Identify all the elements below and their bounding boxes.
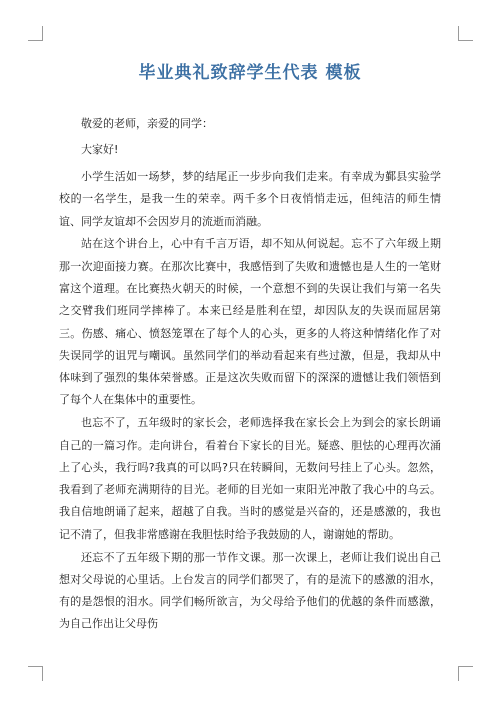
greeting: 大家好! — [81, 143, 119, 156]
document-body — [59, 60, 441, 636]
paragraph: 也忘不了，五年级时的家长会，老师选择我在家长会上为到会的家长朗诵自己的一篇习作。走向讲台，看着台下家长的目光。疑惑、胆怯的心理再次涌上了心头，我行吗?我真的可以吗?只在转瞬间，无数问号挂上了心头。忽然，我看到了老师充满期待的目光。老师的目光如一束阳光冲散了我心中的乌云。我自信地朗诵了起来，超越了自我。当时的感觉是兴奋的，还是感激的，我也记不清了，但我非常感谢在我胆怯时给予我鼓励的人，谢谢她的帮助。 — [59, 416, 441, 541]
page-corner-mark-top-right — [458, 26, 473, 41]
document-title: 毕业典礼致辞学生代表 模板 — [138, 63, 362, 83]
paragraph: 小学生活如一场梦，梦的结尾正一步步向我们走来。有幸成为鄞县实验学校的一名学生，是我一生的荣幸。两千多个日夜悄悄走远，但纯洁的师生情谊、同学友谊却不会因岁月的流逝而消融。 — [59, 170, 441, 228]
page-corner-mark-bottom-right — [458, 666, 473, 681]
page-corner-mark-top-left — [28, 26, 43, 41]
paragraph: 还忘不了五年级下期的那一节作文课。那一次课上，老师让我们说出自己想对父母说的心里话。上台发言的同学们都哭了，有的是流下的感激的泪水，有的是怨恨的泪水。同学们畅所欲言，为父母给予他们的优越的条件而感激，为自己作出让父母伤 — [59, 550, 441, 631]
paragraph: 站在这个讲台上，心中有千言万语，却不知从何说起。忘不了六年级上期那一次迎面接力赛。在那次比赛中，我感悟到了失败和遗憾也是人生的一笔财富这个道理。在比赛热火朝天的时候，一个意想不到的失误让我们与第一名失之交臂我们班同学摔棒了。本来已经是胜利在望，却因队友的失误而屈居第三。伤感、痛心、愤怒笼罩在了每个人的心头，更多的人将这种情绪化作了对失误同学的诅咒与嘲讽。虽然同学们的举动看起来有些过激，但是，我却从中体味到了强烈的集体荣誉感。正是这次失败而留下的深深的遗憾让我们领悟到了每个人在集体中的重要性。 — [59, 237, 441, 407]
salutation: 敬爱的老师，亲爱的同学： — [81, 117, 213, 130]
page-corner-mark-bottom-left — [28, 666, 43, 681]
